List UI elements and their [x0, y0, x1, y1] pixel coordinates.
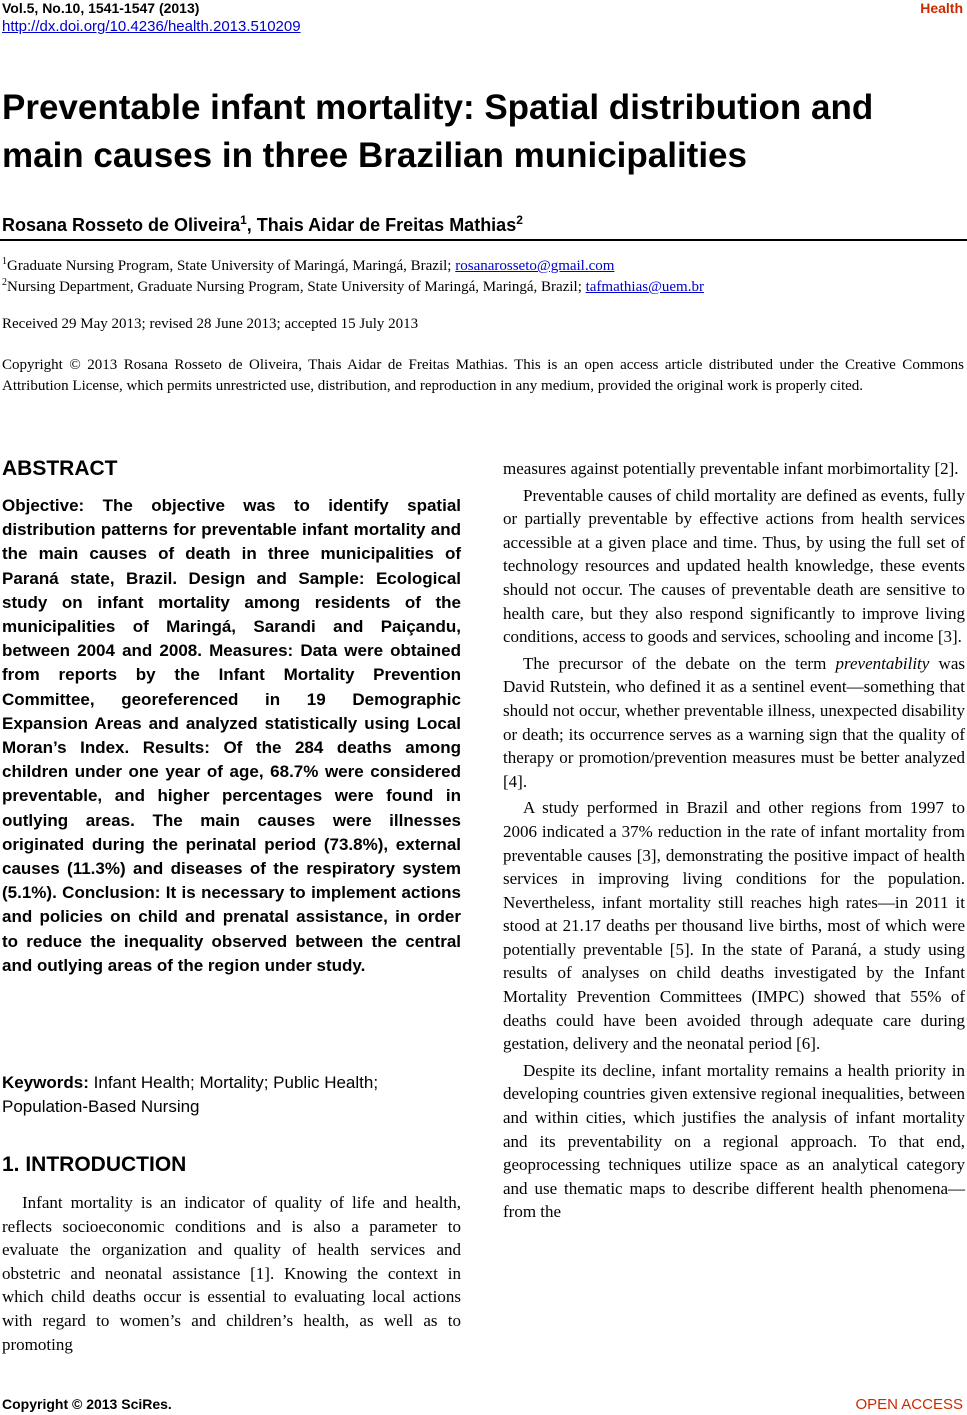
email-link[interactable]: tafmathias@uem.br — [585, 279, 704, 295]
keywords-text: Infant Health; Mortality; Public Health; Population-Based Nursing — [2, 1073, 379, 1116]
footer-copyright: Copyright © 2013 SciRes. — [2, 1396, 172, 1412]
affiliation-mark: 1 — [2, 256, 7, 267]
author-separator: , — [246, 215, 257, 235]
abstract-text: Objective: The objective was to identify spatial distribution patterns for preventable infant mortality and the main causes of death in three municipalities of Paraná state, Brazil. Design and Sample: Ecological study on infant mortality among residents of the municipalities of Maringá, Sarandi and Paiçandu, between 2004 and 2008. Measures: Data were obtained from reports by the Infant Mortality Prevention Committee, georeferenced in 19 Demographic Expansion Areas and analyzed statistically using Local Moran’s Index. Results: Of the 284 deaths among children under one year of age, 68.7% were considered preventable, and higher percentages were found in outlying areas. The main causes were illnesses originated during the perinatal period (73.8%), external causes (11.3%) and diseases of the respiratory system (5.1%). Conclusion: It is necessary to implement actions and policies on child and prenatal assistance, in order to reduce the inequality observed between the central and outlying areas of the region under study. — [2, 496, 461, 975]
title-divider — [0, 239, 967, 241]
open-access-label: OPEN ACCESS — [855, 1396, 963, 1413]
paragraph: measures against potentially preventable infant morbimortality [2]. — [503, 459, 959, 478]
introduction-paragraph: Infant mortality is an indicator of quality of life and health, reflects socioeconomic conditions and is also a parameter to evaluate the organization and quality of health services and obstetric and neonatal assistance [1]. Knowing the context in which child deaths occur is essential to evaluating local actions with regard to women’s and children’s health, as well as to promoting — [2, 1193, 461, 1354]
doi-link[interactable]: http://dx.doi.org/10.4236/health.2013.510209 — [2, 18, 301, 35]
emphasized-term: preventability — [835, 653, 930, 673]
affiliation-text: Graduate Nursing Program, State University of Maringá, Maringá, Brazil; — [7, 258, 456, 274]
paragraph-text: The precursor of the debate on the term — [523, 653, 836, 673]
citation-info: Vol.5, No.10, 1541-1547 (2013) — [2, 0, 200, 16]
email-link[interactable]: rosanarosseto@gmail.com — [455, 258, 615, 274]
introduction-heading: 1. INTRODUCTION — [2, 1153, 187, 1176]
keywords-label: Keywords: — [2, 1073, 89, 1092]
author-list — [2, 208, 523, 237]
paragraph: Despite its decline, infant mortality remains a health priority in developing countries given extensive regional inequalities, between and within cities, which justifies the analysis of infant mortality and its preventability on a regional approach. To that end, geoprocessing techniques utilize space as an analytical category and use thematic maps to describe different health phenomena—from the — [503, 1060, 965, 1222]
paragraph: Preventable causes of child mortality are defined as events, fully or partially preventable by effective actions from health services accessible at a given place and time. Thus, by using the full set of technology resources and updated health knowledge, these events should not occur. The causes of preventable death are sensitive to health care, but they also respond significantly to improve living conditions, access to goods and services, schooling and income [3]. — [503, 485, 965, 647]
author-affiliation-mark: 1 — [240, 213, 247, 227]
copyright-notice: Copyright © 2013 Rosana Rosseto de Oliveira, Thais Aidar de Freitas Mathias. This is an open access article distributed under the Creative Commons Attribution License, which permits unrestricted use, distribution, and reproduction in any medium, provided the original work is properly cited. — [2, 357, 964, 394]
received-dates: Received 29 May 2013; revised 28 June 2013; accepted 15 July 2013 — [2, 316, 419, 332]
keywords — [2, 1071, 461, 1119]
affiliation-mark: 2 — [2, 277, 7, 288]
journal-name: Health — [920, 0, 963, 16]
author-affiliation-mark: 2 — [516, 213, 523, 227]
right-column-text — [503, 457, 965, 1224]
abstract-heading: ABSTRACT — [2, 457, 118, 480]
paragraph — [503, 652, 965, 794]
affiliation-2 — [2, 273, 704, 297]
author-name: Rosana Rosseto de Oliveira — [2, 215, 241, 235]
affiliation-text: Nursing Department, Graduate Nursing Program, State University of Maringá, Maringá, Brazil; — [7, 279, 586, 295]
paragraph: A study performed in Brazil and other regions from 1997 to 2006 indicated a 37% reduction in the rate of infant mortality from preventable causes [3], demonstrating the positive impact of health services in improving living conditions for the population. Nevertheless, infant mortality still reaches high rates—in 2011 it stood at 21.17 deaths per thousand live births, most of which were potentially preventable [5]. In the state of Paraná, a study using results of analyses on child deaths investigated by the Infant Mortality Prevention Committees (IMPC) showed that 55% of deaths could have been avoided through adequate care during gestation, delivery and the neonatal period [6]. — [503, 798, 965, 1054]
author-name: Thais Aidar de Freitas Mathias — [256, 215, 517, 235]
paragraph-text: was David Rutstein, who defined it as a sentinel event—something that should not occur, whether preventable illness, unexpected disability or death; its occurrence serves as a warning sign that the quality of therapy or promotion/prevention measures must be better analyzed [4]. — [503, 653, 965, 791]
article-title: Preventable infant mortality: Spatial distribution and main causes in three Brazilian municipalities — [2, 88, 874, 175]
